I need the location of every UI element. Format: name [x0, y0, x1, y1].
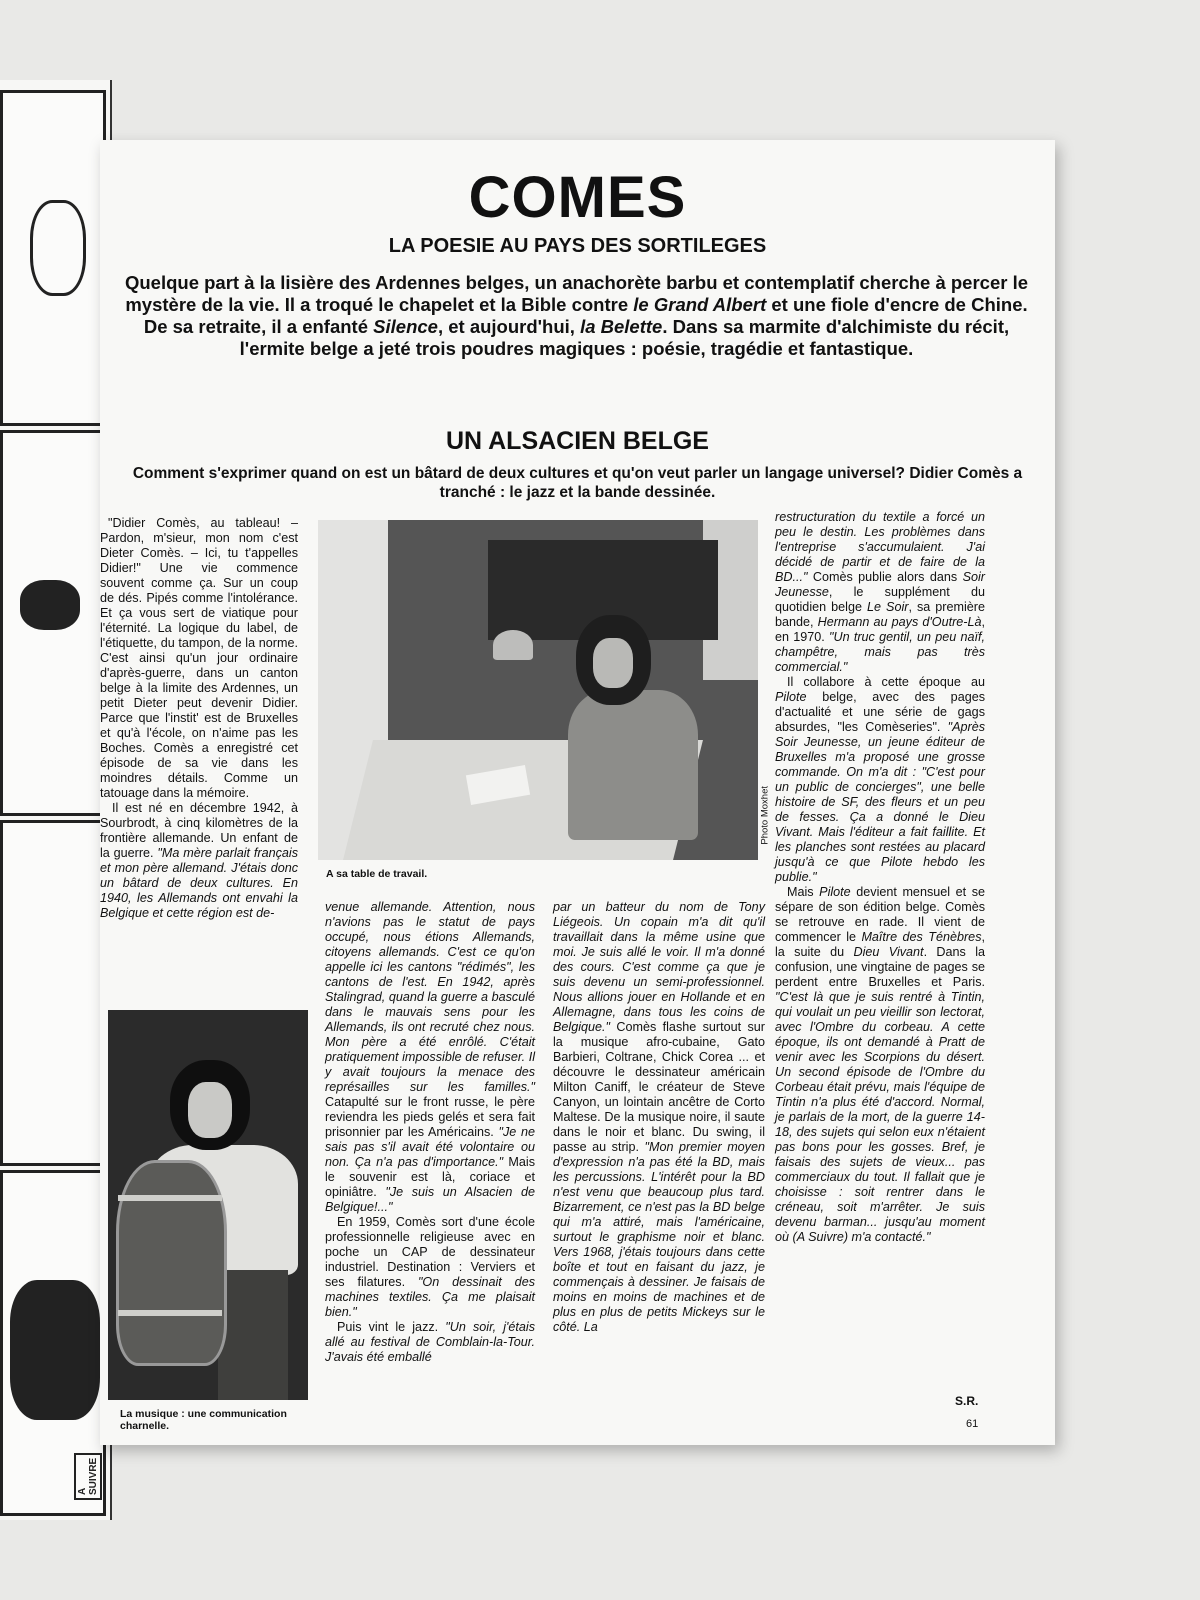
paragraph: Puis vint le jazz. "Un soir, j'étais allé au festival de Comblain-la-Tour. J'avais été emballé	[325, 1320, 535, 1364]
photo-credit: Photo Moxhet	[760, 782, 771, 849]
comic-panel	[0, 820, 106, 1166]
text-column-2	[325, 900, 535, 1400]
comic-ink-shape	[10, 1280, 100, 1420]
paragraph: Mais Pilote devient mensuel et se sépare de son édition belge. Comès se retrouve en rade. Il vient de commencer le Maître des Ténèbres, la suite du Dieu Vivant. Dans la confusion, une vingtaine de pages se perdent entre Bruxelles et Paris. "C'est là que je suis rentré à Tintin, qui voulait un peu vieillir son lectorat, avec l'Ombre du corbeau. A cette époque, ils ont demandé à Pratt de venir avec les Scorpions du désert. Un second épisode de l'Ombre du Corbeau était prévu, mais l'équipe de Tintin n'a plus été d'accord. Normal, je parlais de la mort, de la guerre 14-18, des sujets qui selon eux n'étaient pas bons pour les gosses. Bref, je faisais des sujets de vieux... pas commerciaux du tout. Il fallait que je choisisse : soit rentrer dans le créneau, soit m'arrêter. Je suis devenu barman... jusqu'au moment où (A Suivre) m'a contacté."	[775, 885, 985, 1244]
article-intro: Quelque part à la lisière des Ardennes belges, un anachorète barbu et contemplatif cherche à percer le mystère de la vie. Il a troqué le chapelet et la Bible contre le Grand Albert et une fiole d'encre de Chine. De sa retraite, il a enfanté Silence, et aujourd'hui, la Belette. Dans sa marmite d'alchimiste du récit, l'ermite belge a jeté trois poudres magiques : poésie, tragédie et fantastique.	[124, 272, 1029, 359]
text-column-1	[100, 516, 298, 974]
article-title: COMES	[468, 165, 687, 230]
paragraph: "Didier Comès, au tableau! – Pardon, m'sieur, mon nom c'est Dieter Comès. – Ici, tu t'appelles Didier!" Une vie commence souvent comme ça. Sur un coup de dés. Pipés comme l'intolérance. Et ça vous sert de viatique pour l'éternité. La logique du label, de l'étiquette, du tampon, de la norme. C'est ainsi qu'un jour ordinaire d'après-guerre, dans un canton belge à la limite des Ardennes, un petit Dieter peut devenir Didier. Parce que l'instit' est de Bruxelles et qu'à l'école, on n'aime pas les Boches. Comès a enregistré cet épisode de sa vie dans les moindres détails. Comme un tatouage dans la mémoire.	[100, 516, 298, 800]
paragraph: venue allemande. Attention, nous n'avions pas le statut de pays occupé, nous étions Allemands, citoyens allemands. C'est ce qu'on appelle ici les cantons "rédimés", les cantons de l'est. En 1942, après Stalingrad, quand la guerre a basculé dans le mauvais sens pour les Allemands, ils ont recruté chez nous. Mon père a été enrôlé. C'était pratiquement impossible de refuser. Il y avait toujours la menace des représailles sur les familles." Catapulté sur le front russe, le père reviendra les pieds gelés et sera fait prisonnier par les Américains. "Je ne sais pas s'il avait été volontaire ou non. Ça n'a pas d'importance." Mais le souvenir est là, coriace et opiniâtre. "Je suis un Alsacien de Belgique!..."	[325, 900, 536, 1214]
photo-caption: A sa table de travail.	[326, 868, 428, 880]
paragraph: par un batteur du nom de Tony Liégeois. Un copain m'a dit qu'il travaillait dans la même usine que moi. Je suis allé le voir. Il m'a donné des cours. C'est comme ça que je suis devenu un semi-professionnel. Nous allions jouer en Hollande et en Allemagne, dans tous les coins de Belgique." Comès flashe surtout sur la musique afro-cubaine, Gato Barbieri, Coltrane, Chick Corea ... et découvre le dessinateur américain Milton Caniff, le créateur de Steve Canyon, un lointain ancêtre de Corto Maltese. De la musique noire, il saute dans le noir et blanc. Du swing, il passe au strip. "Mon premier moyen d'expression n'a pas été la BD, mais les percussions. L'intérêt pour la BD n'est venu que beaucoup plus tard. Bizarrement, ce n'est pas la BD belge qui m'a attiré, mais l'américaine, surtout le graphisme noir et blanc. Vers 1968, j'étais toujours dans cette boîte et tout en faisant du jazz, je commençais à dessiner. Je faisais de moins en moins de machines et de plus en plus de petits Mickeys sur le côté. La	[553, 900, 765, 1334]
text-column-3	[553, 900, 765, 1400]
photo-drummer	[108, 1010, 308, 1400]
paragraph: En 1959, Comès sort d'une école professionnelle religieuse avec en poche un CAP de dessinateur industriel. Destination : Verviers et ses filatures. "On dessinait des machines textiles. Ça me plaisait bien."	[325, 1215, 535, 1319]
page-number: 61	[966, 1418, 979, 1430]
photo-work-table	[318, 520, 771, 860]
section-heading: UN ALSACIEN BELGE	[446, 427, 709, 455]
text-column-4	[775, 510, 985, 1390]
left-facing-page	[0, 80, 112, 1520]
paragraph: restructuration du textile a forcé un peu le destin. Les problèmes dans l'entreprise s'accumulaient. J'ai décidé de partir et de faire de la BD..." Comès publie alors dans Soir Jeunesse, le supplément du quotidien belge Le Soir, sa première bande, Hermann au pays d'Outre-Là, en 1970. "Un truc gentil, un peu naïf, champêtre, mais pas très commercial."	[775, 510, 985, 674]
paragraph: Il est né en décembre 1942, à Sourbrodt, à cinq kilomètres de la frontière allemande. Un enfant de la guerre. "Ma mère parlait français et mon père allemand. J'étais donc un bâtard de deux cultures. En 1940, les Allemands ont envahi la Belgique et cette région est de-	[100, 801, 298, 920]
magazine-logo: A SUIVRE	[74, 1453, 102, 1500]
photo-caption: La musique : une communication charnelle.	[120, 1408, 287, 1432]
comic-ink-shape	[30, 200, 86, 296]
comic-ink-shape	[20, 580, 80, 630]
author-signature: S.R.	[955, 1394, 979, 1408]
magazine-page	[100, 140, 1055, 1445]
paragraph: Il collabore à cette époque au Pilote belge, avec des pages d'actualité et une série de gags absurdes, "les Comèseries". "Après Soir Jeunesse, un jeune éditeur de Bruxelles m'a proposé une grosse commande. On m'a dit : "C'est pour un public de concierges", une belle histoire de SF, des fleurs et un peu de fesses. Ça a donné le Dieu Vivant. Mais l'éditeur a fait faillite. Et les planches sont restées au placard jusqu'à ce que Pilote hebdo les publie."	[775, 675, 985, 884]
section-lede: Comment s'exprimer quand on est un bâtard de deux cultures et qu'on veut parler un langage universel? Didier Comès a tranché : le jazz et la bande dessinée.	[132, 465, 1023, 501]
article-subtitle: LA POESIE AU PAYS DES SORTILEGES	[388, 235, 767, 257]
